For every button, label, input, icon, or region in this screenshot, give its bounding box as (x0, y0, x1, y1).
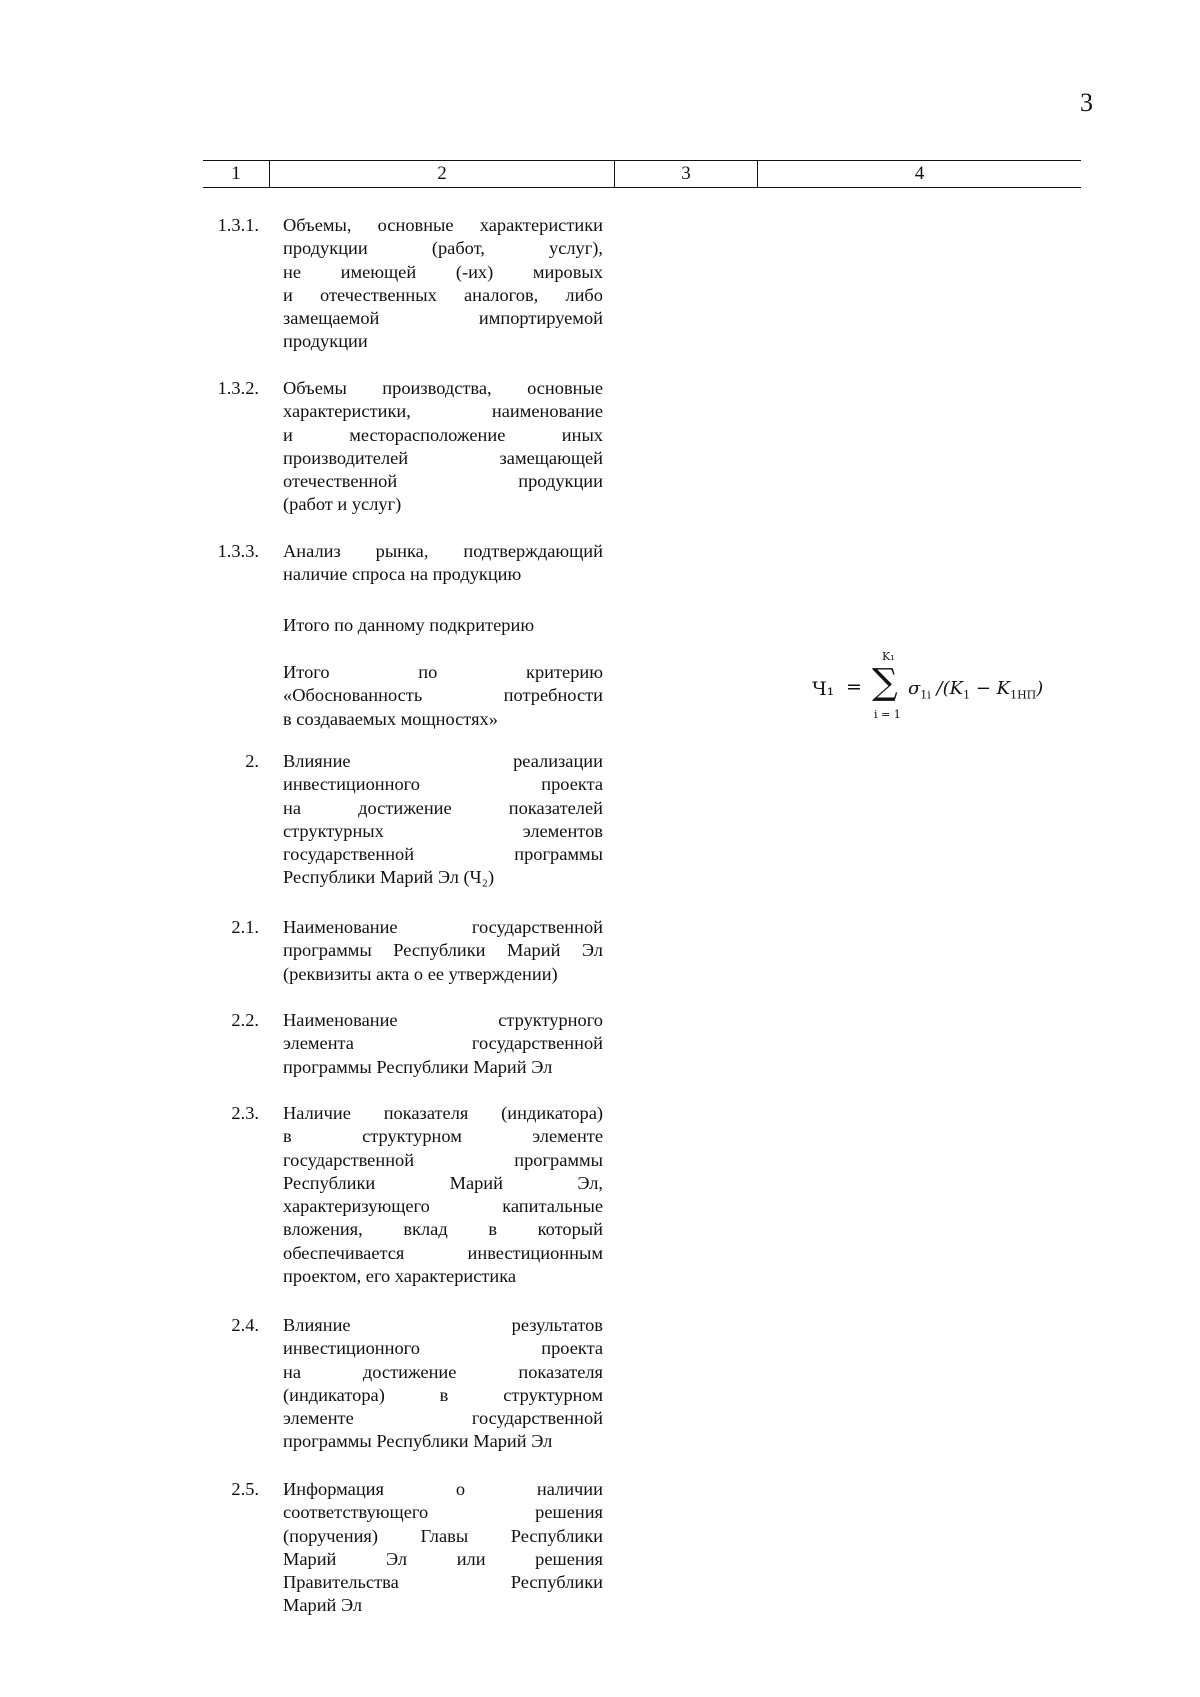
row-text-line: Влияние реализации (283, 751, 603, 771)
row-text-line: производителей замещающей (283, 447, 603, 468)
row-text-line: (реквизиты акта о ее утверждении) (283, 963, 558, 984)
row-text-line: (работ и услуг) (283, 494, 402, 515)
row-number: 2.4. (231, 1315, 259, 1335)
row-text-line: инвестиционного проекта (283, 1338, 603, 1359)
formula-sum-upper: K₁ (882, 650, 895, 663)
row-number: 1.3.2. (217, 378, 259, 398)
row-text-line: Влияние результатов (283, 1315, 603, 1335)
row-text-line: продукции (283, 331, 368, 352)
formula-term-sub3: 1НП (1010, 688, 1037, 702)
row-text (283, 214, 603, 354)
row-text-line: вложения, вклад в который (283, 1219, 603, 1240)
formula-term-close: ) (1036, 678, 1044, 699)
row-text-line: программы Республики Марий Эл (283, 940, 603, 961)
row-text-line: элемента государственной (283, 1033, 603, 1054)
header-col-3: 3 (614, 161, 757, 187)
row-text-line: государственной программы (283, 1149, 603, 1170)
row-text (283, 661, 603, 731)
formula-sum-symbol: ∑ (872, 662, 898, 703)
header-col-2: 2 (269, 161, 614, 187)
row-text-line: на достижение показателей (283, 797, 603, 818)
row-text-line: Итого по критерию (283, 662, 603, 682)
row-text-line: продукции (работ, услуг), (283, 238, 603, 259)
row-number: 2.5. (231, 1479, 259, 1499)
row-text-line: характеристики, наименование (283, 401, 603, 422)
row-text-line: характеризующего капитальные (283, 1196, 603, 1217)
row-number: 2.3. (231, 1103, 259, 1123)
row-text-line: Итого по данному подкритерию (283, 615, 535, 635)
formula-term-sub: 1i (920, 688, 931, 702)
row-text-line: структурных элементов (283, 820, 603, 841)
page-number: 3 (1080, 88, 1093, 117)
row-text-line: Марий Эл или решения (283, 1548, 603, 1569)
row-text-line: инвестиционного проекта (283, 774, 603, 795)
row-text-line: (поручения) Главы Республики (283, 1525, 603, 1546)
formula-equals: = (846, 676, 862, 698)
row-text-line: и месторасположение иных (283, 424, 603, 445)
row-text (283, 540, 603, 587)
row-text (283, 1314, 603, 1454)
row-text-line: Правительства Республики (283, 1572, 603, 1593)
row-text-line: наличие спроса на продукцию (283, 564, 522, 585)
row-text-line: Объемы производства, основные (283, 378, 603, 398)
row-number: 2. (245, 751, 259, 771)
row-text (283, 1009, 603, 1079)
row-text-line: Информация о наличии (283, 1479, 603, 1499)
row-text-line: соответствующего решения (283, 1502, 603, 1523)
row-text (283, 377, 603, 517)
row-text-line: Республики Марий Эл, (283, 1172, 603, 1193)
row-text-line: Объемы, основные характеристики (283, 215, 603, 235)
formula (812, 650, 1052, 730)
row-text-line: программы Республики Марий Эл (283, 1431, 553, 1452)
formula-term-main: σ (908, 678, 921, 699)
header-col-4: 4 (757, 161, 1081, 187)
row-text-line: в создаваемых мощностях» (283, 708, 498, 729)
formula-term-sub2: 1 (963, 688, 971, 702)
row-text-line: (индикатора) в структурном (283, 1384, 603, 1405)
row-text-line: в структурном элементе (283, 1126, 603, 1147)
row-text (283, 1478, 603, 1618)
row-text-line: и отечественных аналогов, либо (283, 284, 603, 305)
row-text-line: проектом, его характеристика (283, 1266, 517, 1287)
row-text-line: элементе государственной (283, 1408, 603, 1429)
row-text-line: на достижение показателя (283, 1361, 603, 1382)
formula-term-minus: − K (970, 678, 1011, 699)
row-text (283, 614, 603, 637)
row-text-line: Наличие показателя (индикатора) (283, 1103, 603, 1123)
row-text (283, 916, 603, 986)
row-text-line: обеспечивается инвестиционным (283, 1242, 603, 1263)
row-text-line: замещаемой импортируемой (283, 308, 603, 329)
row-text-line: «Обоснованность потребности (283, 685, 603, 706)
formula-term (908, 678, 1043, 702)
row-text-line: государственной программы (283, 844, 603, 865)
row-text-line: Республики Марий Эл (Ч₂) (283, 867, 495, 888)
row-text (283, 1102, 603, 1288)
row-number: 2.2. (231, 1010, 259, 1030)
row-text-line: Анализ рынка, подтверждающий (283, 541, 603, 561)
formula-lhs: Ч₁ (812, 678, 835, 700)
row-text-line: Наименование государственной (283, 917, 603, 937)
row-text-line: Марий Эл (283, 1595, 363, 1616)
row-number: 2.1. (231, 917, 259, 937)
row-text-line: отечественной продукции (283, 471, 603, 492)
row-text-line: программы Республики Марий Эл (283, 1056, 553, 1077)
formula-sum-lower: i = 1 (874, 708, 901, 721)
row-text (283, 750, 603, 890)
row-text-line: не имеющей (-их) мировых (283, 261, 603, 282)
row-number: 1.3.3. (217, 541, 259, 561)
table-header (203, 160, 1081, 188)
formula-term-rest: /(K (930, 678, 964, 699)
row-text-line: Наименование структурного (283, 1010, 603, 1030)
header-col-1: 1 (231, 163, 241, 184)
row-number: 1.3.1. (217, 215, 259, 235)
